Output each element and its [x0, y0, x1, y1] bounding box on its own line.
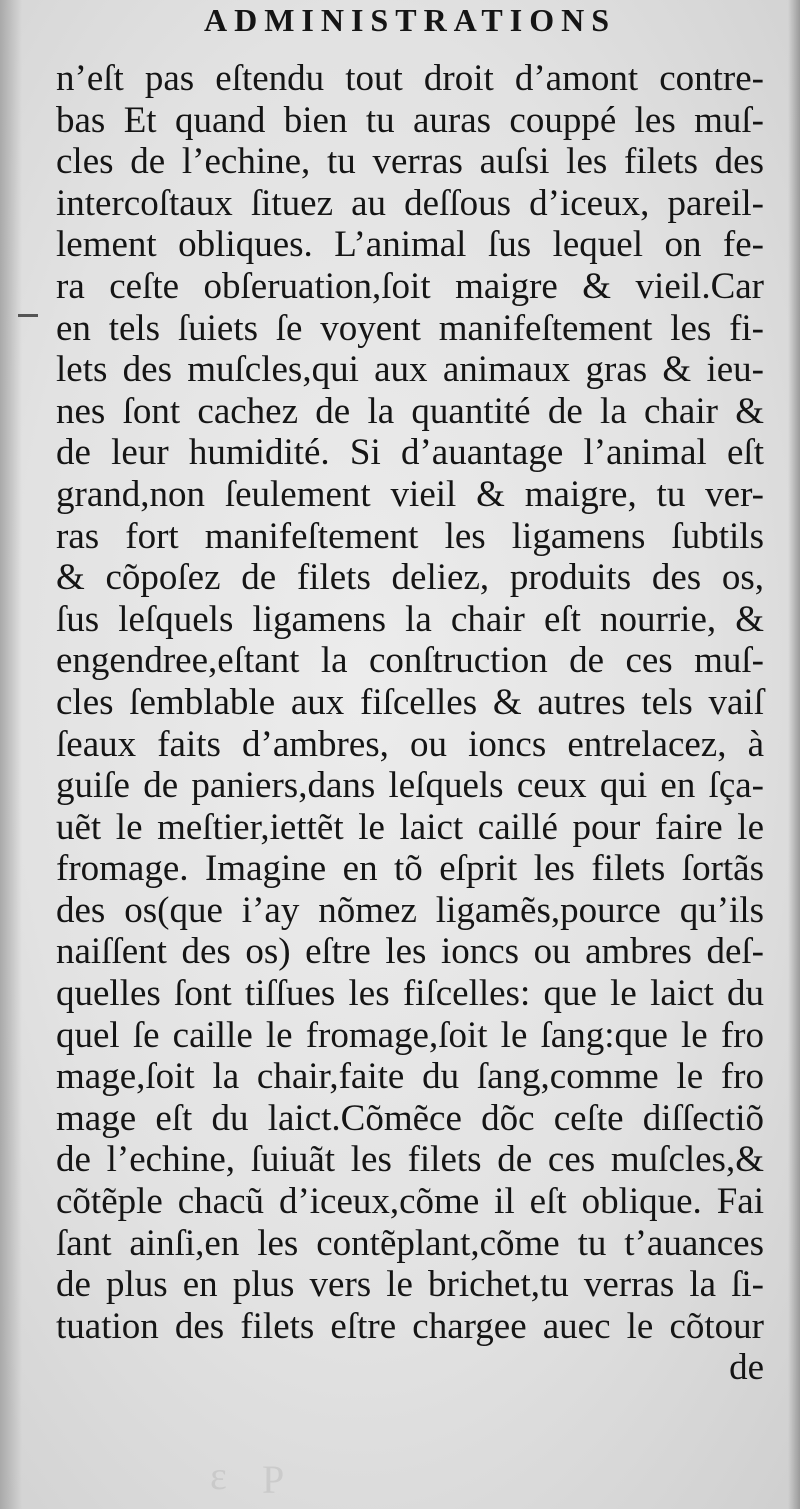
- text-line: cles de l’echine, tu verras auſsi les filets des: [56, 141, 764, 183]
- text-line: cles ſemblable aux fiſcelles & autres tels vaiſ: [56, 681, 764, 723]
- page-edge-shadow: [788, 0, 800, 1509]
- text-line: ras fort manifeſtement les ligamens ſubtils: [56, 515, 764, 557]
- text-line: lets des muſcles,qui aux animaux gras & ieu-: [56, 349, 764, 391]
- body-text: [56, 58, 764, 1389]
- ink-bleed-mark: P: [262, 1457, 285, 1502]
- text-line: ſeaux faits d’ambres, ou ioncs entrelacez, à: [56, 723, 764, 765]
- text-line: ſus leſquels ligamens la chair eſt nourrie, &: [56, 598, 764, 640]
- gutter-shadow: [0, 0, 22, 1509]
- text-line: des os(que i’ay nõmez ligamẽs,pource qu’ils: [56, 889, 764, 931]
- text-line: de leur humidité. Si d’auantage l’animal eſt: [56, 432, 764, 474]
- text-line: ſant ainſi,en les contẽplant,cõme tu t’auances: [56, 1222, 764, 1264]
- text-line: uẽt le meſtier,iettẽt le laict caillé pour faire le: [56, 806, 764, 848]
- margin-dash-mark: [18, 314, 38, 317]
- text-line: lement obliques. L’animal ſus lequel on fe-: [56, 224, 764, 266]
- text-line: mage eſt du laict.Cõmẽce dõc ceſte diſſectiõ: [56, 1097, 764, 1139]
- text-line: mage,ſoit la chair,faite du ſang,comme le fro: [56, 1056, 764, 1098]
- catchword: de: [729, 1347, 764, 1389]
- ink-bleed-mark: ε: [210, 1453, 227, 1498]
- text-line: intercoſtaux ſituez au deſſous d’iceux, pareil-: [56, 182, 764, 224]
- text-line: en tels ſuiets ſe voyent manifeſtement les fi-: [56, 307, 764, 349]
- text-line: grand,non ſeulement vieil & maigre, tu ver-: [56, 473, 764, 515]
- text-line: de l’echine, ſuiuãt les filets de ces muſcles,&: [56, 1139, 764, 1181]
- text-line: fromage. Imagine en tõ eſprit les filets ſortãs: [56, 848, 764, 890]
- running-head: ADMINISTRATIONS: [203, 2, 616, 38]
- text-line: tuation des filets eſtre chargee auec le cõtour: [56, 1305, 764, 1347]
- text-line: ra ceſte obſeruation,ſoit maigre & vieil.Car: [56, 265, 764, 307]
- text-line: de plus en plus vers le brichet,tu verras la ſi-: [56, 1264, 764, 1306]
- text-line: guiſe de paniers,dans leſquels ceux qui en ſça-: [56, 765, 764, 807]
- text-line: cõtẽple chacũ d’iceux,cõme il eſt oblique. Fai: [56, 1181, 764, 1223]
- text-line: & cõpoſez de filets deliez, produits des os,: [56, 557, 764, 599]
- text-line: quelles ſont tiſſues les fiſcelles: que le laict du: [56, 973, 764, 1015]
- text-line: engendree,eſtant la conſtruction de ces muſ-: [56, 640, 764, 682]
- text-line: bas Et quand bien tu auras couppé les muſ-: [56, 99, 764, 141]
- text-line: naiſſent des os) eſtre les ioncs ou ambres deſ-: [56, 931, 764, 973]
- text-line: nes ſont cachez de la quantité de la chair &: [56, 390, 764, 432]
- text-line: quel ſe caille le fromage,ſoit le ſang:que le fro: [56, 1014, 764, 1056]
- text-line: n’eſt pas eſtendu tout droit d’amont contre-: [56, 58, 764, 99]
